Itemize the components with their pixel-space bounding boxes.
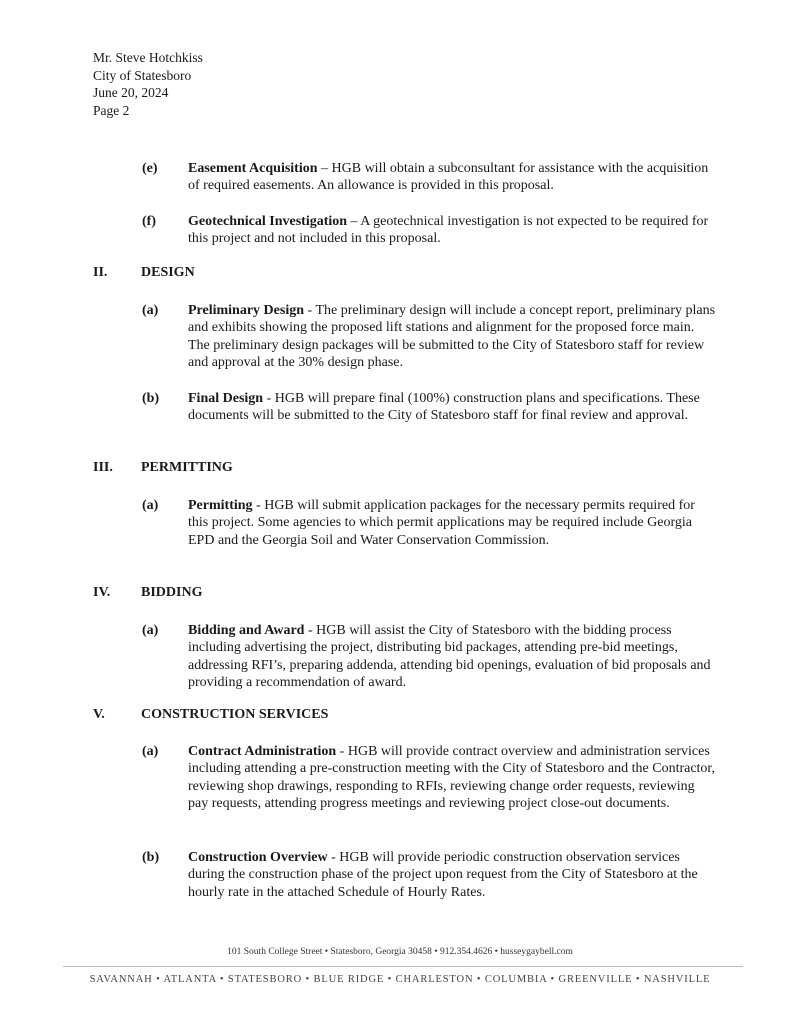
item-text: HGB will assist the City of Statesboro with the bidding process including advertising the project, distributing bid packages, attending pre-bid meetings, addressing RFI’s, preparing addenda, attending bid openings, evaluation of bid proposals and providing a recommendation of award. xyxy=(188,623,711,690)
footer-office-cities: SAVANNAH • ATLANTA • STATESBORO • BLUE RIDGE • CHARLESTON • COLUMBIA • GREENVILLE • NASHVILLE xyxy=(89,974,711,985)
item-final-design: (b) Final Design - HGB will prepare final (100%) construction plans and specifications. These documents will be submitted to the City of Statesboro staff for final review and approval. xyxy=(142,391,700,424)
recipient-name: Mr. Steve Hotchkiss xyxy=(93,50,203,65)
recipient-organization: City of Statesboro xyxy=(93,67,192,83)
letter-date: June 20, 2024 xyxy=(93,85,169,100)
section-number: V. xyxy=(93,707,105,722)
section-heading-permitting xyxy=(93,460,233,476)
item-label: (a) xyxy=(142,744,159,759)
footer-divider xyxy=(63,966,743,967)
section-title: DESIGN xyxy=(141,265,195,280)
item-label: (a) xyxy=(142,623,159,638)
item-label: (a) xyxy=(142,303,159,318)
item-construction-overview: (b) Construction Overview - HGB will provide periodic construction observation services during the construction phase of the project upon request from the City of Statesboro at the hourly rate in the attached Schedule of Hourly Rates. xyxy=(142,850,698,900)
item-label: (f) xyxy=(142,214,156,229)
item-title: Preliminary Design xyxy=(188,303,305,318)
item-text: A geotechnical investigation is not expected to be required for this project and not included in this proposal. xyxy=(188,214,709,247)
footer-address: 101 South College Street • Statesboro, Georgia 30458 • 912.354.4626 • husseygaybell.com xyxy=(227,947,573,957)
item-text: HGB will obtain a subconsultant for assistance with the acquisition of required easements. An allowance is provided in this proposal. xyxy=(188,161,709,194)
section-heading-bidding xyxy=(93,585,202,601)
item-permitting: (a) Permitting - HGB will submit application packages for the necessary permits required for this project. Some agencies to which permit applications may be required include Georgia EPD and the Georgia Soil and Water Conservation Commission. xyxy=(142,498,695,548)
section-title: CONSTRUCTION SERVICES xyxy=(141,707,329,722)
item-geotechnical-investigation: (f) Geotechnical Investigation – A geotechnical investigation is not expected to be required for this project and not included in this proposal. xyxy=(142,214,709,247)
item-preliminary-design: (a) Preliminary Design - The preliminary design will include a concept report, preliminary plans and exhibits showing the proposed lift stations and alignment for the proposed force main. The preliminary design packages will be submitted to the City of Statesboro staff for review and approval at the 30% design phase. xyxy=(142,303,716,370)
item-label: (b) xyxy=(142,391,160,406)
section-number: III. xyxy=(93,460,113,475)
item-title: Permitting xyxy=(188,498,253,513)
item-label: (e) xyxy=(142,161,158,176)
item-title: Geotechnical Investigation xyxy=(188,214,348,229)
item-contract-administration: (a) Contract Administration - HGB will provide contract overview and administration services including attending a pre-construction meeting with the City of Statesboro and the Contractor, reviewing shop drawings, responding to RFIs, reviewing change order requests, reviewing pay requests, attending progress meetings and reviewing project close-out documents. xyxy=(142,744,716,811)
section-heading-construction-services xyxy=(93,707,328,723)
item-title: Easement Acquisition xyxy=(188,161,318,176)
item-title: Contract Administration xyxy=(188,744,337,759)
item-label: (b) xyxy=(142,850,160,865)
item-text: HGB will submit application packages for the necessary permits required for this project. Some agencies to which permit applications may be required include Georgia EPD and the Georgia Soil and Water Conservation Commission. xyxy=(188,498,695,548)
item-text: HGB will prepare final (100%) construction plans and specifications. These documents will be submitted to the City of Statesboro staff for final review and approval. xyxy=(188,391,700,424)
page-number: Page 2 xyxy=(93,102,130,118)
item-title: Construction Overview xyxy=(188,850,328,865)
item-title: Bidding and Award xyxy=(188,623,305,638)
section-title: BIDDING xyxy=(141,585,203,600)
section-title: PERMITTING xyxy=(141,460,233,475)
item-bidding-and-award: (a) Bidding and Award - HGB will assist the City of Statesboro with the bidding process including advertising the project, distributing bid packages, attending pre-bid meetings, addressing RFI’s, preparing addenda, attending bid openings, evaluation of bid proposals and providing a recommendation of award. xyxy=(142,623,711,690)
section-heading-design xyxy=(93,265,195,281)
item-text: HGB will provide periodic construction observation services during the construction phase of the project upon request from the City of Statesboro at the hourly rate in the attached Schedule of Hourly Rates. xyxy=(188,850,698,900)
section-number: II. xyxy=(93,265,108,280)
item-text: HGB will provide contract overview and administration services including attending a pre-construction meeting with the City of Statesboro and the Contractor, reviewing shop drawings, responding to RFIs, reviewing change order requests, reviewing pay requests, attending progress meetings and reviewing project close-out documents. xyxy=(188,744,716,811)
item-text: The preliminary design will include a concept report, preliminary plans and exhibits showing the proposed lift stations and alignment for the proposed force main. The preliminary design packages will be submitted to the City of Statesboro staff for review and approval at the 30% design phase. xyxy=(188,303,716,370)
section-number: IV. xyxy=(93,585,111,600)
item-label: (a) xyxy=(142,498,159,513)
item-title: Final Design xyxy=(188,391,264,406)
item-easement-acquisition: (e) Easement Acquisition – HGB will obtain a subconsultant for assistance with the acquisition of required easements. An allowance is provided in this proposal. xyxy=(142,161,709,194)
letter-header xyxy=(93,49,203,119)
